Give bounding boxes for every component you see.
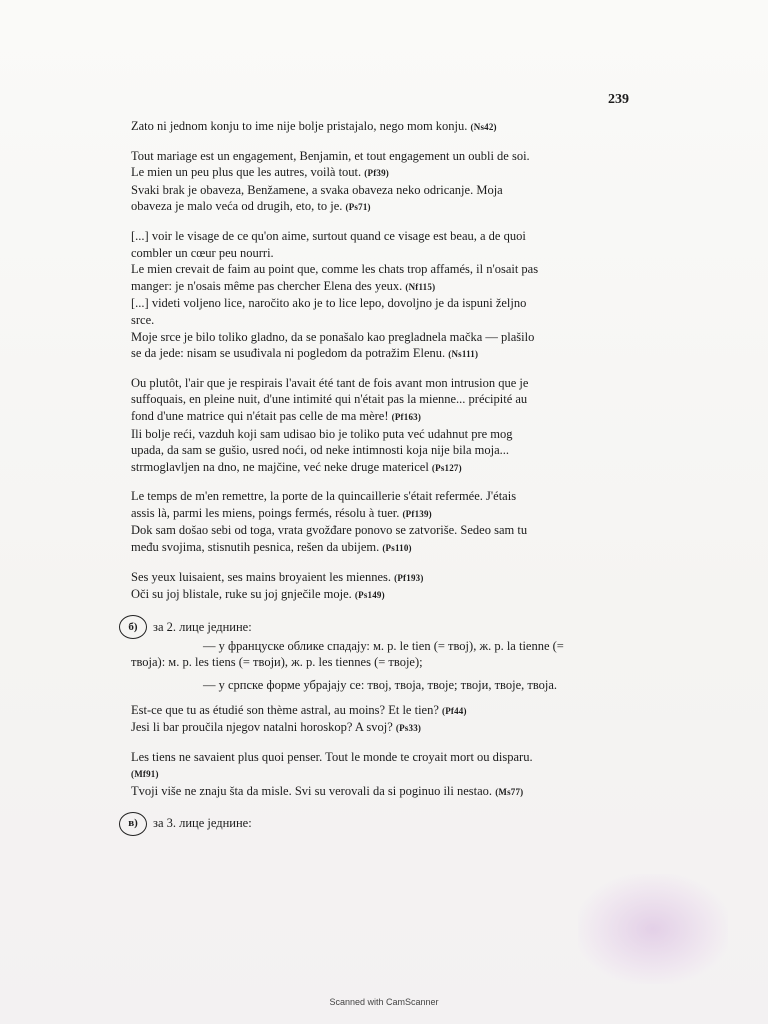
example-block <box>131 569 641 604</box>
section-c <box>128 813 641 835</box>
section-c-marker: в) <box>119 812 147 836</box>
line-text: Oči su joj blistale, ruke su joj gnječile moje. <box>131 587 352 602</box>
paper-stain <box>578 874 728 984</box>
page-number: 239 <box>608 92 629 107</box>
example-block <box>131 148 641 216</box>
example-block <box>131 749 641 801</box>
text-line <box>131 426 641 443</box>
line-text: Moje srce je bilo toliko gladno, da se ponašalo kao pregladnela mačka — plašilo <box>131 329 535 344</box>
text-line <box>131 569 641 587</box>
example-block <box>131 702 641 737</box>
source-ref: (Ps33) <box>395 723 422 734</box>
source-ref: (Pf44) <box>442 705 467 716</box>
text-line <box>131 261 641 278</box>
line-text: suffoquais, en pleine nuit, d'une intimité qui n'était pas la mienne... précipité au <box>131 392 528 407</box>
text-line <box>131 442 641 459</box>
line-text: Tvoji više ne znaju šta da misle. Svi su verovali da si poginuo ili nestao. <box>131 784 493 798</box>
source-ref: (Ps110) <box>382 543 412 554</box>
source-ref: (Ms77) <box>495 787 524 797</box>
text-line <box>131 765 641 783</box>
source-ref: (Ps149) <box>354 590 385 601</box>
text-line <box>131 312 641 329</box>
text-line <box>131 702 641 720</box>
scanner-watermark: Scanned with CamScanner <box>329 997 439 1007</box>
example-block <box>131 118 641 136</box>
text-line <box>131 228 641 245</box>
source-ref: (Mf91) <box>131 769 159 780</box>
text-line <box>131 459 641 477</box>
text-line <box>131 749 641 766</box>
text-line <box>131 719 641 737</box>
line-text: Ses yeux luisaient, ses mains broyaient les miennes. <box>131 569 392 584</box>
source-ref: (Ns42) <box>470 122 497 132</box>
line-text: [...] voir le visage de ce qu'on aime, surtout quand ce visage est beau, a de quoi <box>131 228 526 243</box>
text-line <box>131 278 641 296</box>
text-line <box>131 329 641 346</box>
line-text: fond d'une matrice qui n'était pas celle de ma mère! <box>131 408 389 423</box>
rule-french-forms: — у француске облике спадају: м. р. le tien (= твој), ж. р. la tienne (= <box>203 638 564 653</box>
text-line <box>131 522 641 539</box>
source-ref: (Pf193) <box>394 572 424 583</box>
line-text: se da jede: nisam se usuđivala ni pogledom da potražim Elenu. <box>131 346 446 361</box>
section-b-marker: б) <box>119 615 147 639</box>
rule-serbian-forms: — у српске форме убрајају се: твој, твоја, твоје; твоји, твоје, твоја. <box>203 678 558 693</box>
line-text: Dok sam došao sebi od toga, vrata gvožđare ponovo se zatvoriše. Sedeo sam tu <box>131 523 528 538</box>
section-c-heading: за 3. лице једнине: <box>153 816 252 831</box>
line-text: manger: je n'osais même pas chercher Elena des yeux. <box>131 278 403 293</box>
rule-french-forms-cont: твоја): м. р. les tiens (= твоји), ж. р. les tiennes (= твоје); <box>131 655 423 670</box>
text-line <box>131 164 641 182</box>
text-line <box>131 488 641 505</box>
line-text: srce. <box>131 312 155 327</box>
line-text: obaveza je malo veća od drugih, eto, to je. <box>131 199 343 214</box>
line-text: među svojima, stisnutih pesnica, rešen da ubijem. <box>131 540 380 555</box>
line-text: Svaki brak je obaveza, Benžamene, a svaka obaveza neko odricanje. Moja <box>131 182 503 197</box>
source-ref: (Pf39) <box>364 168 389 179</box>
line-text: [...] videti voljeno lice, naročito ako je to lice lepo, dovoljno je da ispuni željno <box>131 296 527 311</box>
text-line <box>131 505 641 523</box>
source-ref: (Pf139) <box>402 508 432 519</box>
text-line <box>131 408 641 426</box>
line-text: combler un cœur peu nourri. <box>131 245 274 260</box>
line-text: Tout mariage est un engagement, Benjamin, et tout engagement un oubli de soi. <box>131 148 530 163</box>
line-text: strmoglavljen na dno, ne majčine, već neke druge matericel <box>131 459 429 474</box>
section-b-heading: за 2. лице једнине: <box>153 619 252 634</box>
text-line <box>131 198 641 216</box>
source-ref: (Nf115) <box>405 281 436 292</box>
line-text: upada, da sam se gušio, usred noći, od neke intimnosti koja nije bila moja... <box>131 443 510 458</box>
source-ref: (Ps71) <box>345 202 371 213</box>
example-block <box>131 488 641 556</box>
text-line <box>131 148 641 165</box>
text-line <box>131 245 641 262</box>
line-text: Le temps de m'en remettre, la porte de la quincaillerie s'était refermée. J'étais <box>131 489 517 504</box>
section-b-examples <box>131 702 641 801</box>
line-text: Jesi li bar proučila njegov natalni horoskop? A svoj? <box>131 720 393 735</box>
line-text: Zato ni jednom konju to ime nije bolje pristajalo, nego mom konju. <box>131 119 468 133</box>
text-line <box>131 118 641 136</box>
text-line <box>131 539 641 557</box>
section-b-heading-row <box>128 616 641 638</box>
example-blocks <box>131 118 641 604</box>
page-body <box>128 118 641 843</box>
line-text: Ou plutôt, l'air que je respirais l'avait été tant de fois avant mon intrusion que je <box>131 375 529 390</box>
line-text: Est-ce que tu as étudié son thème astral, au moins? Et le tien? <box>131 702 439 717</box>
source-ref: (Pf163) <box>391 411 422 422</box>
line-text: Le mien un peu plus que les autres, voilà tout. <box>131 165 362 180</box>
example-block <box>131 375 641 477</box>
text-line <box>131 391 641 408</box>
text-line <box>131 345 641 363</box>
text-line <box>131 375 641 392</box>
text-line <box>131 783 641 801</box>
source-ref: (Ps127) <box>431 462 462 473</box>
text-line <box>131 586 641 604</box>
line-text: Le mien crevait de faim au point que, comme les chats trop affamés, il n'osait pas <box>131 262 539 277</box>
line-text: Les tiens ne savaient plus quoi penser. Tout le monde te croyait mort ou disparu. <box>131 749 533 764</box>
text-line <box>131 295 641 312</box>
section-c-heading-row <box>128 813 641 835</box>
example-block <box>131 228 641 363</box>
section-b <box>128 616 641 801</box>
source-ref: (Ns111) <box>448 349 479 360</box>
line-text: assis là, parmi les miens, poings fermés, résolu à tuer. <box>131 505 400 520</box>
text-line <box>131 182 641 199</box>
line-text: Ili bolje reći, vazduh koji sam udisao bio je toliko puta već udahnut pre mog <box>131 426 513 441</box>
